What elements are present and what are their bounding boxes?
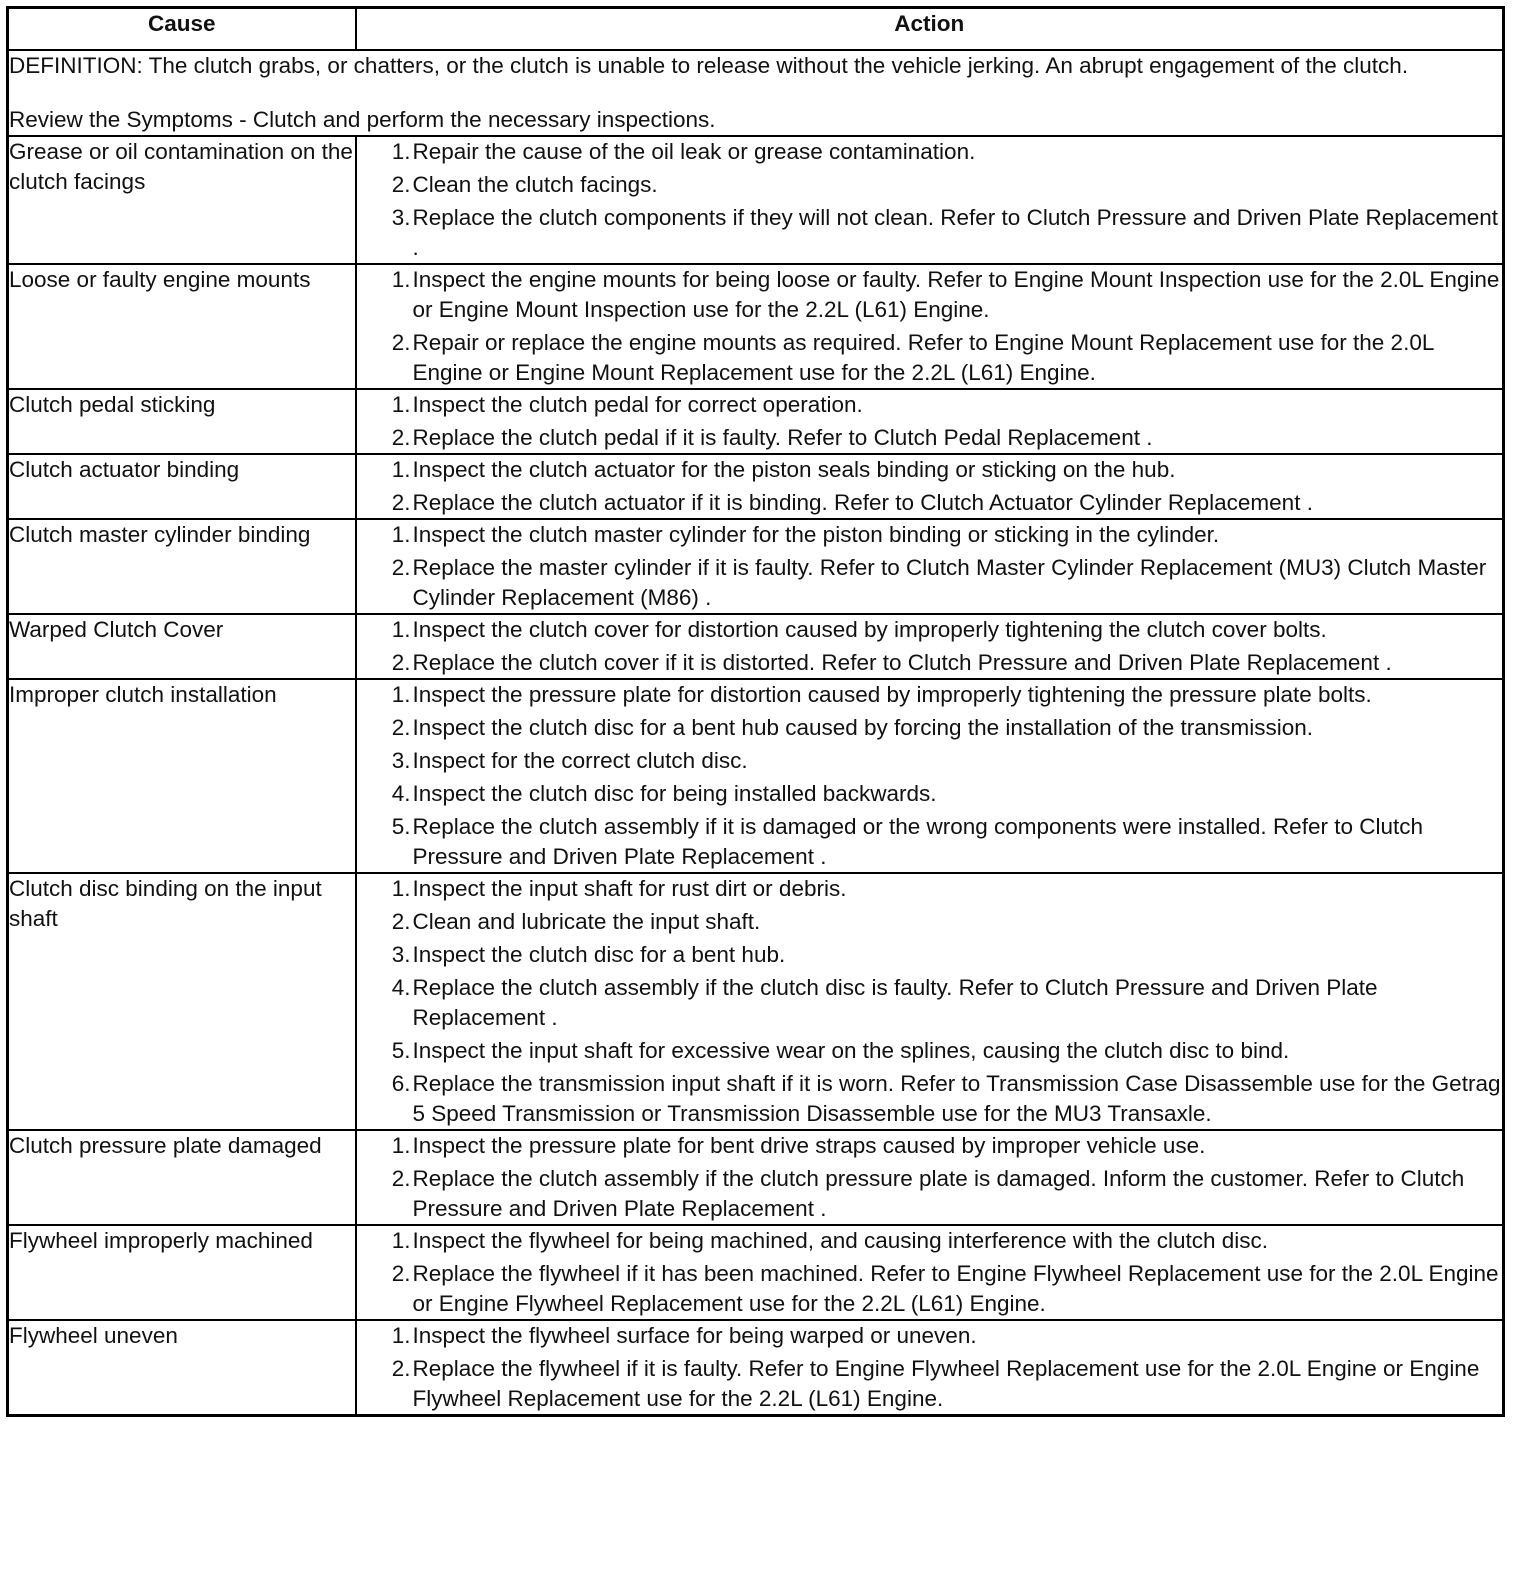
diagnostic-table-container [6,6,1502,1417]
step-number: 2. [391,650,411,675]
step-number: 5. [391,1038,411,1063]
action-steps-list [357,455,1503,518]
definition-text: DEFINITION: The clutch grabs, or chatters, or the clutch is unable to release without the vehicle jerking. An abrupt engagement of the clutch. [9,53,1409,78]
step-text: Inspect the clutch disc for a bent hub. [412,942,786,967]
action-cell [356,873,1504,1130]
step-text: Replace the clutch assembly if it is damaged or the wrong components were installed. Refer to Clutch Pressure and Driven Plate Replacement . [412,814,1424,869]
step-text: Inspect the clutch pedal for correct operation. [412,392,863,417]
step-text: Inspect the pressure plate for bent drive straps caused by improper vehicle use. [412,1133,1206,1158]
step-number: 1. [391,522,411,547]
action-step [357,553,1503,613]
action-step [357,265,1503,325]
action-step [357,1321,1503,1351]
step-number: 1. [391,457,411,482]
step-text: Replace the clutch pedal if it is faulty. Refer to Clutch Pedal Replacement . [412,425,1153,450]
step-text: Inspect the input shaft for excessive wear on the splines, causing the clutch disc to bind. [412,1038,1290,1063]
step-text: Inspect the engine mounts for being loose or faulty. Refer to Engine Mount Inspection use for the 2.0L Engine or Engine Mount Inspection use for the 2.2L (L61) Engine. [412,267,1500,322]
cause-cell: Flywheel uneven [8,1320,356,1416]
step-number: 1. [391,876,411,901]
step-number: 2. [391,330,411,355]
action-step [357,1164,1503,1224]
cause-cell: Grease or oil contamination on the clutch facings [8,136,356,264]
step-number: 2. [391,425,411,450]
action-steps-list [357,680,1503,872]
table-row [8,679,1504,873]
table-row [8,389,1504,454]
step-text: Repair or replace the engine mounts as required. Refer to Engine Mount Replacement use for the 2.0L Engine or Engine Mount Replacement use for the 2.2L (L61) Engine. [412,330,1434,385]
cause-cell: Improper clutch installation [8,679,356,873]
action-cell [356,389,1504,454]
step-number: 1. [391,267,411,292]
action-step [357,713,1503,743]
step-number: 4. [391,781,411,806]
action-step [357,940,1503,970]
table-body [8,50,1504,1416]
step-number: 3. [391,942,411,967]
table-row [8,264,1504,389]
action-step [357,488,1503,518]
action-steps-list [357,520,1503,613]
action-steps-list [357,1321,1503,1414]
step-text: Inspect the clutch master cylinder for the piston binding or sticking in the cylinder. [412,522,1220,547]
cause-cell: Clutch pedal sticking [8,389,356,454]
step-text: Inspect the clutch actuator for the piston seals binding or sticking on the hub. [412,457,1176,482]
step-text: Inspect the pressure plate for distortion caused by improperly tightening the pressure plate bolts. [412,682,1372,707]
action-steps-list [357,390,1503,453]
step-number: 2. [391,1166,411,1191]
step-text: Clean and lubricate the input shaft. [412,909,761,934]
action-steps-list [357,874,1503,1129]
action-step [357,423,1503,453]
cause-cell: Clutch actuator binding [8,454,356,519]
step-number: 1. [391,682,411,707]
diagnostic-table [6,6,1505,1417]
action-step [357,1036,1503,1066]
action-step [357,137,1503,167]
cause-cell: Loose or faulty engine mounts [8,264,356,389]
step-number: 1. [391,617,411,642]
action-step [357,170,1503,200]
header-action: Action [356,8,1504,51]
step-number: 2. [391,555,411,580]
action-step [357,648,1503,678]
step-text: Inspect for the correct clutch disc. [412,748,748,773]
action-step [357,203,1503,263]
action-step [357,1069,1503,1129]
step-text: Inspect the clutch disc for a bent hub caused by forcing the installation of the transmission. [412,715,1314,740]
header-cause: Cause [8,8,356,51]
action-steps-list [357,615,1503,678]
definition-review: Review the Symptoms - Clutch and perform the necessary inspections. [9,107,716,132]
action-step [357,874,1503,904]
step-text: Replace the flywheel if it has been machined. Refer to Engine Flywheel Replacement use for the 2.0L Engine or Engine Flywheel Replacement use for the 2.2L (L61) Engine. [412,1261,1499,1316]
action-steps-list [357,1131,1503,1224]
action-cell [356,519,1504,614]
action-steps-list [357,137,1503,263]
table-row [8,136,1504,264]
step-text: Replace the clutch cover if it is distorted. Refer to Clutch Pressure and Driven Plate Replacement . [412,650,1392,675]
step-number: 5. [391,814,411,839]
action-step [357,1226,1503,1256]
step-number: 4. [391,975,411,1000]
table-row [8,1320,1504,1416]
table-row [8,614,1504,679]
step-number: 3. [391,748,411,773]
table-row [8,519,1504,614]
definition-row [8,50,1504,136]
action-step [357,455,1503,485]
action-steps-list [357,1226,1503,1319]
table-row [8,454,1504,519]
cause-cell: Clutch master cylinder binding [8,519,356,614]
step-number: 1. [391,1228,411,1253]
action-step [357,812,1503,872]
step-text: Inspect the flywheel for being machined, and causing interference with the clutch disc. [412,1228,1268,1253]
action-step [357,328,1503,388]
action-steps-list [357,265,1503,388]
step-number: 1. [391,392,411,417]
action-step [357,390,1503,420]
action-cell [356,614,1504,679]
action-cell [356,264,1504,389]
action-cell [356,679,1504,873]
step-text: Inspect the input shaft for rust dirt or debris. [412,876,847,901]
action-step [357,746,1503,776]
action-step [357,520,1503,550]
step-text: Replace the master cylinder if it is faulty. Refer to Clutch Master Cylinder Replacement (MU3) Clutch Master Cylinder Replacement (M86) . [412,555,1487,610]
action-step [357,680,1503,710]
action-step [357,1131,1503,1161]
cause-cell: Flywheel improperly machined [8,1225,356,1320]
step-number: 3. [391,205,411,230]
step-number: 2. [391,1261,411,1286]
action-cell [356,1225,1504,1320]
cause-cell: Warped Clutch Cover [8,614,356,679]
step-number: 6. [391,1071,411,1096]
step-text: Replace the flywheel if it is faulty. Refer to Engine Flywheel Replacement use for the 2.0L Engine or Engine Flywheel Replacement use for the 2.2L (L61) Engine. [412,1356,1480,1411]
action-step [357,1354,1503,1414]
step-text: Replace the clutch components if they will not clean. Refer to Clutch Pressure and Driven Plate Replacement . [412,205,1499,260]
step-text: Replace the transmission input shaft if it is worn. Refer to Transmission Case Disassemble use for the Getrag 5 Speed Transmission or Transmission Disassemble use for the MU3 Transaxle. [412,1071,1501,1126]
action-step [357,907,1503,937]
step-number: 1. [391,1323,411,1348]
action-cell [356,1320,1504,1416]
step-text: Inspect the clutch disc for being installed backwards. [412,781,937,806]
step-text: Replace the clutch assembly if the clutch disc is faulty. Refer to Clutch Pressure and Driven Plate Replacement . [412,975,1378,1030]
step-text: Replace the clutch assembly if the clutch pressure plate is damaged. Inform the customer. Refer to Clutch Pressure and Driven Plate Replacement . [412,1166,1465,1221]
action-cell [356,454,1504,519]
action-step [357,973,1503,1033]
step-number: 2. [391,1356,411,1381]
definition-cell [8,50,1504,136]
step-text: Replace the clutch actuator if it is binding. Refer to Clutch Actuator Cylinder Replacement . [412,490,1313,515]
action-step [357,779,1503,809]
table-row [8,873,1504,1130]
action-cell [356,1130,1504,1225]
step-text: Clean the clutch facings. [412,172,658,197]
action-step [357,615,1503,645]
step-number: 2. [391,172,411,197]
step-text: Inspect the clutch cover for distortion caused by improperly tightening the clutch cover bolts. [412,617,1327,642]
step-text: Repair the cause of the oil leak or grease contamination. [412,139,976,164]
step-number: 2. [391,490,411,515]
step-number: 1. [391,139,411,164]
cause-cell: Clutch pressure plate damaged [8,1130,356,1225]
action-cell [356,136,1504,264]
table-row [8,1130,1504,1225]
step-number: 1. [391,1133,411,1158]
cause-cell: Clutch disc binding on the input shaft [8,873,356,1130]
header-row [8,8,1504,51]
step-text: Inspect the flywheel surface for being warped or uneven. [412,1323,977,1348]
action-step [357,1259,1503,1319]
step-number: 2. [391,909,411,934]
step-number: 2. [391,715,411,740]
table-row [8,1225,1504,1320]
